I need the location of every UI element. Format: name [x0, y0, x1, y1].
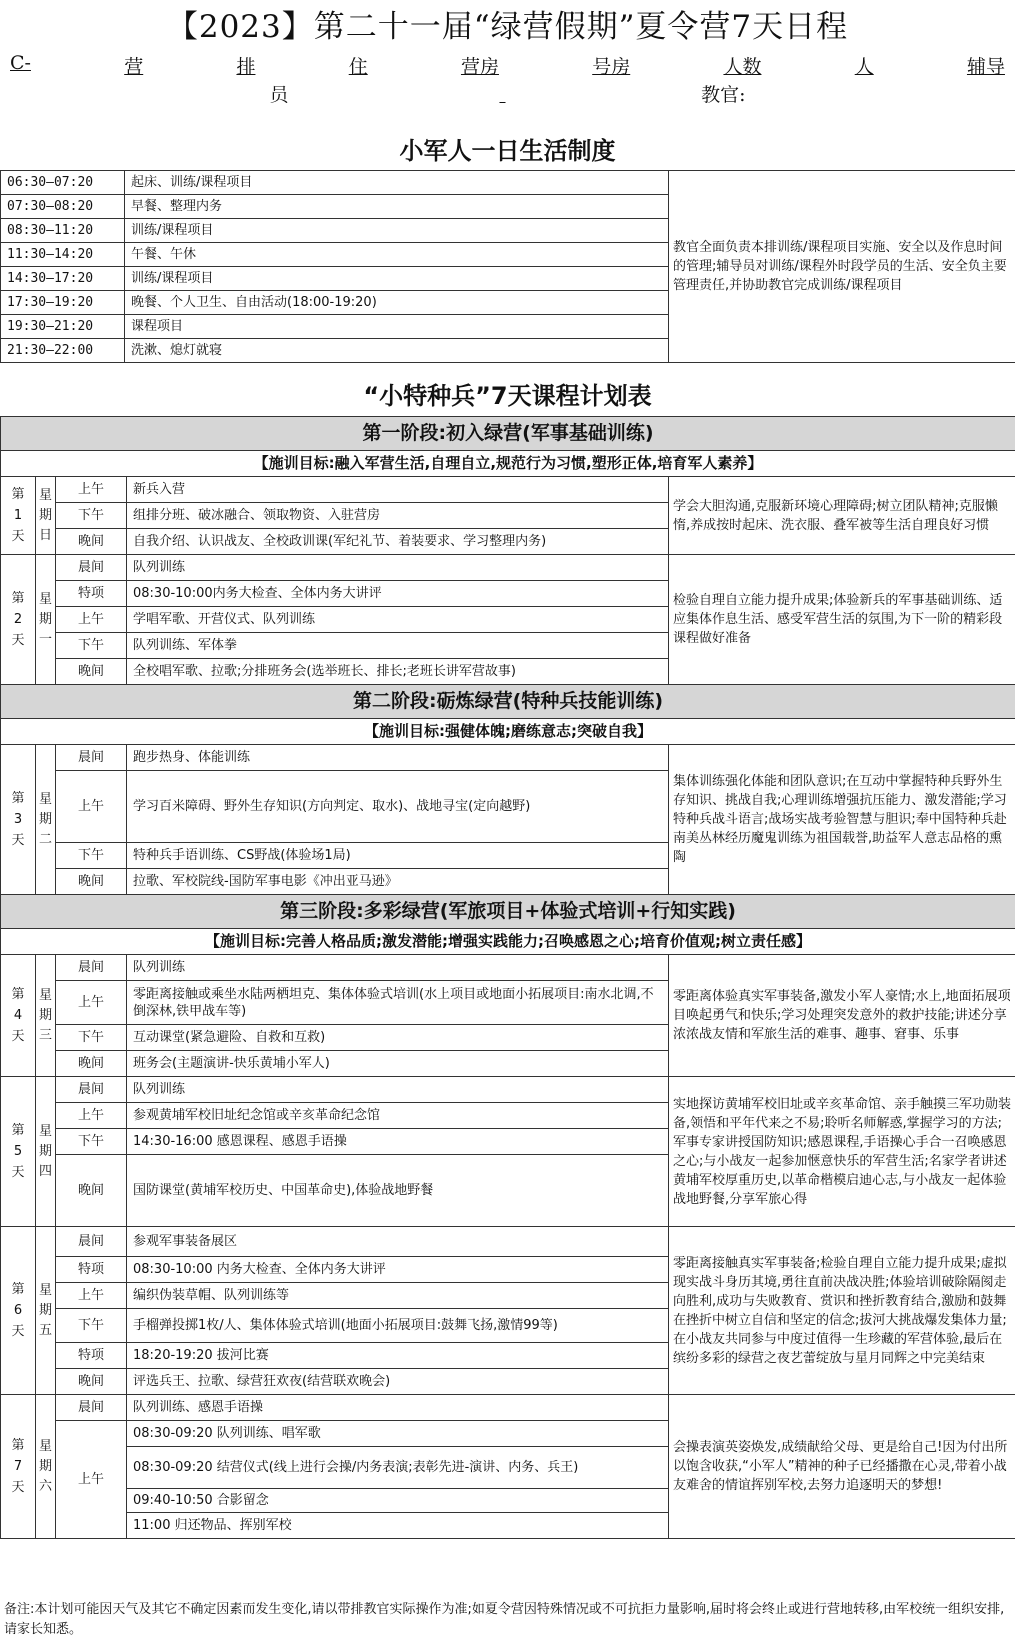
daily-time: 21:30—22:00	[1, 339, 125, 363]
day-label-text: 第3天	[11, 791, 25, 848]
day-label-text: 第1天	[11, 487, 25, 544]
stage-goal: 【施训目标:强健体魄;磨练意志;突破自我】	[1, 719, 1015, 745]
day-label-text: 第7天	[11, 1438, 25, 1495]
period-label: 下午	[56, 503, 127, 529]
day-description: 实地探访黄埔军校旧址或辛亥革命馆、亲手触摸三军功勋装备,领悟和平年代来之不易;聆听名师解惑,掌握学习的方法;军事专家讲授国防知识;感恩课程,手语操心手合一召唤感恩之心;与小战友一起参加惬意快乐的军营生活;名家学者讲述黄埔军校厚重历史,以革命楷模启迪心志,与小战友一起体验战地野餐,分享军旅心得	[669, 1077, 1015, 1227]
weekday-label	[36, 555, 56, 685]
daily-activity: 晚餐、个人卫生、自由活动(18:00-19:20)	[125, 291, 669, 315]
daily-activity: 午餐、午休	[125, 243, 669, 267]
period-label: 上午	[56, 771, 127, 843]
day-label	[1, 745, 36, 895]
weekday-label	[36, 745, 56, 895]
activity-content: 手榴弹投掷1枚/人、集体体验式培训(地面小拓展项目:鼓舞飞扬,激情99等)	[127, 1309, 669, 1343]
stage-goal: 【施训目标:融入军营生活,自理自立,规范行为习惯,塑形正体,培育军人素养】	[1, 451, 1015, 477]
goal-row	[1, 719, 1015, 745]
activity-content: 09:40-10:50 合影留念	[127, 1489, 669, 1513]
camp-info-field: C-	[10, 52, 31, 74]
day-description: 零距离接触真实军事装备;检验自理自立能力提升成果;虚拟现实战斗身历其境,勇往直前决战决胜;体验培训破除隔阂走向胜利,成功与失败教育、赏识和挫折教育结合,激励和鼓舞在挫折中树立自信和坚定的信念;拔河大挑战爆发集体力量;在小战友共同参与中度过值得一生珍藏的军营体验,最后在缤纷多彩的绿营之夜艺蕾绽放与星月同辉之中完美结束	[669, 1227, 1015, 1395]
camp-info-field: 员	[269, 84, 289, 106]
period-label: 上午	[56, 1283, 127, 1309]
activity-content: 队列训练、感恩手语操	[127, 1395, 669, 1421]
activity-content: 08:30-09:20 队列训练、唱军歌	[127, 1421, 669, 1447]
activity-content: 组排分班、破冰融合、领取物资、入驻营房	[127, 503, 669, 529]
period-label: 晨间	[56, 745, 127, 771]
day-description: 会操表演英姿焕发,成绩献给父母、更是给自己!因为付出所以饱含收获,“小军人”精神的种子已经播撒在心灵,带着小战友难舍的情谊挥别军校,去努力追逐明天的梦想!	[669, 1395, 1015, 1539]
stage-row	[1, 895, 1015, 929]
schedule-row	[1, 477, 1015, 503]
activity-content: 互动课堂(紧急避险、自救和互救)	[127, 1025, 669, 1051]
weekday-label	[36, 955, 56, 1077]
camp-info-field: 号房	[592, 56, 631, 78]
day-label	[1, 555, 36, 685]
period-label: 上午	[56, 1421, 127, 1539]
activity-content: 学唱军歌、开营仪式、队列训练	[127, 607, 669, 633]
daily-row	[1, 171, 1015, 195]
weekday-label-text: 星期五	[38, 1282, 52, 1338]
stage-title: 第三阶段:多彩绿营(军旅项目+体验式培训+行知实践)	[1, 895, 1015, 929]
stage-row	[1, 685, 1015, 719]
daily-time: 11:30—14:20	[1, 243, 125, 267]
daily-time: 07:30—08:20	[1, 195, 125, 219]
day-label	[1, 1395, 36, 1539]
goal-row	[1, 929, 1015, 955]
activity-content: 自我介绍、认识战友、全校政训课(军纪礼节、着装要求、学习整理内务)	[127, 529, 669, 555]
period-label: 晚间	[56, 1051, 127, 1077]
day-description: 零距离体验真实军事装备,激发小军人豪情;水上,地面拓展项目唤起勇气和快乐;学习处理突发意外的救护技能;讲述分享浓浓战友情和军旅生活的难事、趣事、窘事、乐事	[669, 955, 1015, 1077]
footer-note: 备注:本计划可能因天气及其它不确定因素而发生变化,请以带排教官实际操作为准;如夏令营因特殊情况或不可抗拒力量影响,届时将会终止或进行营地转移,由军校统一组织安排,请家长知悉。	[4, 1602, 1005, 1637]
period-label: 特项	[56, 1257, 127, 1283]
weekday-label	[36, 1077, 56, 1227]
period-label: 上午	[56, 1103, 127, 1129]
activity-content: 新兵入营	[127, 477, 669, 503]
camp-info-field: 教官:	[701, 84, 746, 106]
daily-activity: 训练/课程项目	[125, 267, 669, 291]
period-label: 晨间	[56, 555, 127, 581]
stage-title: 第一阶段:初入绿营(军事基础训练)	[1, 417, 1015, 451]
activity-content: 全校唱军歌、拉歌;分排班务会(选举班长、排长;老班长讲军营故事)	[127, 659, 669, 685]
camp-info-field: 营房	[460, 56, 499, 78]
daily-time: 08:30—11:20	[1, 219, 125, 243]
camp-info-field: 人数	[723, 56, 762, 78]
page-title: 【2023】第二十一届“绿营假期”夏令营7天日程	[166, 9, 849, 45]
period-label: 下午	[56, 1025, 127, 1051]
daily-activity: 早餐、整理内务	[125, 195, 669, 219]
period-label: 下午	[56, 1129, 127, 1155]
period-label: 晨间	[56, 1077, 127, 1103]
goal-row	[1, 451, 1015, 477]
period-label: 晚间	[56, 659, 127, 685]
period-label: 晚间	[56, 529, 127, 555]
period-label: 下午	[56, 633, 127, 659]
weekday-label-text: 星期一	[38, 591, 52, 647]
day-label	[1, 955, 36, 1077]
activity-content: 08:30-09:20 结营仪式(线上进行会操/内务表演;表彰先进-演讲、内务、兵王)	[127, 1447, 669, 1489]
period-label: 下午	[56, 843, 127, 869]
weekday-label-text: 星期三	[38, 987, 52, 1043]
camp-info-field: 人	[854, 56, 874, 78]
activity-content: 跑步热身、体能训练	[127, 745, 669, 771]
weekday-label-text: 星期二	[38, 791, 52, 847]
schedule-row	[1, 555, 1015, 581]
activity-content: 参观军事装备展区	[127, 1227, 669, 1257]
camp-info-field: 辅导	[966, 56, 1005, 78]
weekday-label	[36, 1227, 56, 1395]
day-label-text: 第4天	[11, 987, 25, 1044]
daily-activity: 课程项目	[125, 315, 669, 339]
period-label: 下午	[56, 1309, 127, 1343]
day-label-text: 第2天	[11, 591, 25, 648]
daily-schedule-title: 小军人一日生活制度	[399, 137, 616, 165]
activity-content: 队列训练	[127, 1077, 669, 1103]
schedule-row	[1, 1077, 1015, 1103]
activity-content: 队列训练、军体拳	[127, 633, 669, 659]
daily-time: 14:30—17:20	[1, 267, 125, 291]
daily-time: 06:30—07:20	[1, 171, 125, 195]
weekday-label-text: 星期四	[38, 1123, 52, 1179]
daily-activity: 洗漱、熄灯就寝	[125, 339, 669, 363]
activity-content: 14:30-16:00 感恩课程、感恩手语操	[127, 1129, 669, 1155]
stage-row	[1, 417, 1015, 451]
day-label	[1, 1077, 36, 1227]
camp-info-line	[10, 80, 1005, 108]
activity-content: 编织伪装草帽、队列训练等	[127, 1283, 669, 1309]
activity-content: 特种兵手语训练、CS野战(体验场1局)	[127, 843, 669, 869]
camp-info-field: 住	[348, 56, 368, 78]
period-label: 上午	[56, 607, 127, 633]
schedule-row	[1, 1227, 1015, 1257]
activity-content: 队列训练	[127, 555, 669, 581]
day-description: 检验自理自立能力提升成果;体验新兵的军事基础训练、适应集体作息生活、感受军营生活的氛围,为下一阶的精彩段课程做好准备	[669, 555, 1015, 685]
period-label: 上午	[56, 477, 127, 503]
camp-info-line	[10, 52, 1005, 80]
activity-content: 18:20-19:20 拔河比赛	[127, 1343, 669, 1369]
camp-info-field: 排	[236, 56, 256, 78]
activity-content: 班务会(主题演讲-快乐黄埔小军人)	[127, 1051, 669, 1077]
weekday-label-text: 星期日	[38, 487, 52, 543]
daily-note: 教官全面负责本排训练/课程项目实施、安全以及作息时间的管理;辅导员对训练/课程外时段学员的生活、安全负主要管理责任,并协助教官完成训练/课程项目	[669, 171, 1015, 363]
period-label: 晨间	[56, 1395, 127, 1421]
day-label	[1, 1227, 36, 1395]
schedule-row	[1, 1395, 1015, 1421]
day-label	[1, 477, 36, 555]
stage-goal: 【施训目标:完善人格品质;激发潜能;增强实践能力;召唤感恩之心;培育价值观;树立责任感】	[1, 929, 1015, 955]
period-label: 特项	[56, 1343, 127, 1369]
period-label: 上午	[56, 981, 127, 1025]
activity-content: 学习百米障碍、野外生存知识(方向判定、取水)、战地寻宝(定向越野)	[127, 771, 669, 843]
activity-content: 队列训练	[127, 955, 669, 981]
activity-content: 零距离接触或乘坐水陆两栖坦克、集体体验式培训(水上项目或地面小拓展项目:南水北调,不倒深林,铁甲战车等)	[127, 981, 669, 1025]
weekday-label	[36, 1395, 56, 1539]
day-description: 集体训练强化体能和团队意识;在互动中掌握特种兵野外生存知识、挑战自我;心理训练增强抗压能力、激发潜能;学习特种兵战斗语言;战场实战考验智慧与胆识;奉中国特种兵赴南美丛林经历魔鬼训练为祖国载誉,助益军人意志品格的熏陶	[669, 745, 1015, 895]
activity-content: 拉歌、军校院线-国防军事电影《冲出亚马逊》	[127, 869, 669, 895]
activity-content: 08:30-10:00 内务大检查、全体内务大讲评	[127, 1257, 669, 1283]
daily-activity: 起床、训练/课程项目	[125, 171, 669, 195]
schedule-row	[1, 745, 1015, 771]
period-label: 晨间	[56, 955, 127, 981]
activity-content: 参观黄埔军校旧址纪念馆或辛亥革命纪念馆	[127, 1103, 669, 1129]
stage-title: 第二阶段:砺炼绿营(特种兵技能训练)	[1, 685, 1015, 719]
plan-title: “小特种兵”7天课程计划表	[363, 382, 652, 410]
activity-content: 国防课堂(黄埔军校历史、中国革命史),体验战地野餐	[127, 1155, 669, 1227]
activity-content: 08:30-10:00内务大检查、全体内务大讲评	[127, 581, 669, 607]
weekday-label-text: 星期六	[38, 1438, 52, 1494]
day-description: 学会大胆沟通,克服新环境心理障碍;树立团队精神;克服懒惰,养成按时起床、洗衣服、叠军被等生活自理良好习惯	[669, 477, 1015, 555]
daily-schedule-table	[0, 170, 1015, 363]
period-label: 晨间	[56, 1227, 127, 1257]
day-label-text: 第6天	[11, 1282, 25, 1339]
activity-content: 评选兵王、拉歌、绿营狂欢夜(结营联欢晚会)	[127, 1369, 669, 1395]
period-label: 晚间	[56, 1155, 127, 1227]
daily-activity: 训练/课程项目	[125, 219, 669, 243]
camp-info-field: 营	[124, 56, 144, 78]
daily-time: 17:30—19:20	[1, 291, 125, 315]
activity-content: 11:00 归还物品、挥别军校	[127, 1513, 669, 1539]
course-plan-table	[0, 416, 1015, 1539]
weekday-label	[36, 477, 56, 555]
period-label: 晚间	[56, 869, 127, 895]
day-label-text: 第5天	[11, 1123, 25, 1180]
period-label: 特项	[56, 581, 127, 607]
daily-time: 19:30—21:20	[1, 315, 125, 339]
period-label: 晚间	[56, 1369, 127, 1395]
schedule-row	[1, 955, 1015, 981]
